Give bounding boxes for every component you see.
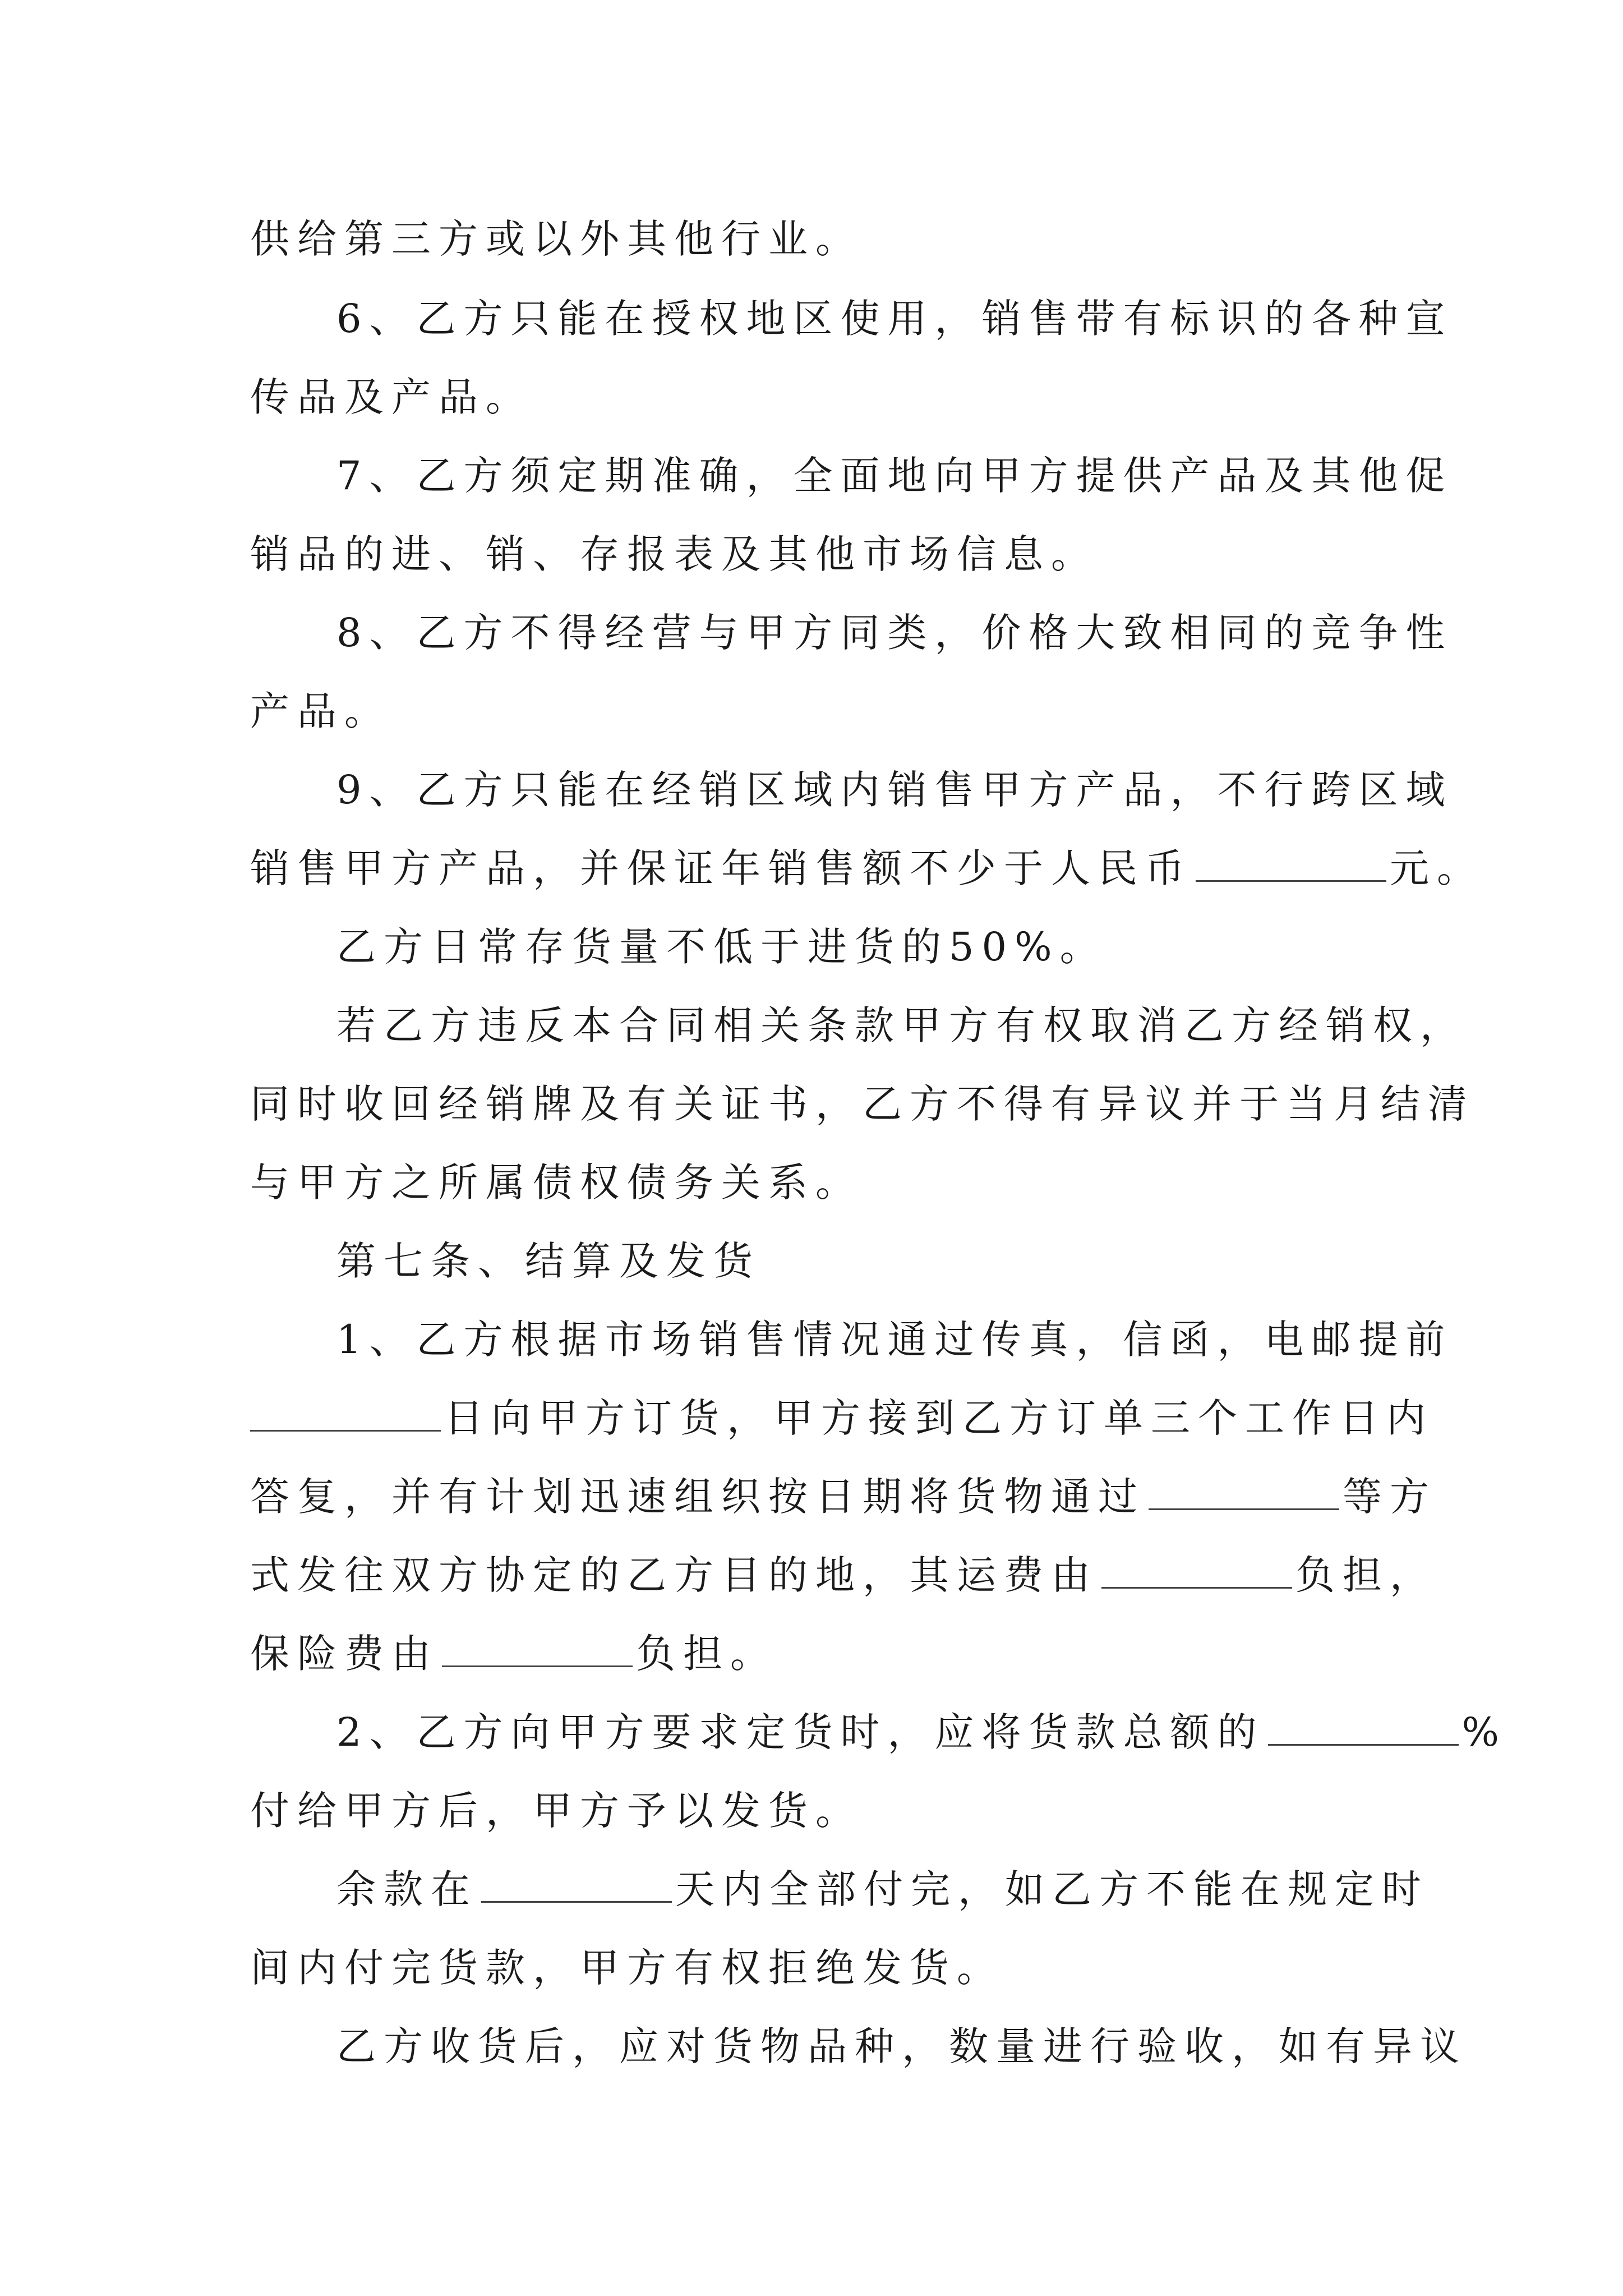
text-line <box>250 678 1400 745</box>
text-line <box>250 1384 1433 1452</box>
text-line <box>336 1699 1507 1766</box>
text-line <box>250 1934 1400 2001</box>
text-line <box>336 599 1486 666</box>
heading-text: 第七条、结算及发货 <box>336 1238 760 1284</box>
line-text: 与甲方之所属债权债务关系。 <box>250 1159 863 1205</box>
line-text: % <box>1461 1709 1507 1755</box>
line-text: 保险费由 <box>250 1631 439 1677</box>
text-line <box>250 1070 1475 1138</box>
line-text: 若乙方违反本合同相关条款甲方有权取消乙方经销权， <box>336 1002 1467 1048</box>
line-text: 1、乙方根据市场销售情况通过传真，信函，电邮提前 <box>336 1317 1453 1363</box>
text-line <box>250 1463 1437 1530</box>
line-text: 元。 <box>1390 845 1484 891</box>
line-text: 等方 <box>1343 1474 1437 1520</box>
line-text: 9、乙方只能在经销区域内销售甲方产品，不行跨区域 <box>336 767 1453 813</box>
fill-in-blank <box>481 1862 672 1903</box>
fill-in-blank <box>250 1391 441 1432</box>
text-line <box>336 992 1486 1059</box>
text-line <box>250 521 1400 588</box>
text-line <box>336 442 1486 509</box>
text-line <box>336 756 1486 823</box>
line-text: 传品及产品。 <box>250 374 533 420</box>
text-line <box>250 1542 1437 1609</box>
line-text: 天内全部付完，如乙方不能在规定时 <box>675 1866 1429 1912</box>
text-line <box>250 1777 1400 1844</box>
fill-in-blank <box>442 1626 633 1667</box>
line-text: 间内付完货款，甲方有权拒绝发货。 <box>250 1945 1004 1991</box>
line-text: 销品的进、销、存报表及其他市场信息。 <box>250 531 1098 577</box>
text-line <box>336 1306 1486 1373</box>
line-text: 日向甲方订货，甲方接到乙方订单三个工作日内 <box>444 1395 1433 1441</box>
line-text: 7、乙方须定期准确，全面地向甲方提供产品及其他促 <box>336 453 1453 499</box>
line-text: 乙方日常存货量不低于进货的50%。 <box>336 924 1107 970</box>
line-text: 6、乙方只能在授权地区使用，销售带有标识的各种宣 <box>336 296 1453 342</box>
text-line <box>250 1149 1400 1216</box>
line-text: 2、乙方向甲方要求定货时，应将货款总额的 <box>336 1709 1265 1755</box>
section-heading <box>336 1227 1486 1295</box>
text-line <box>336 1856 1486 1923</box>
fill-in-blank <box>1196 841 1386 882</box>
line-text: 付给甲方后，甲方予以发货。 <box>250 1788 863 1834</box>
fill-in-blank <box>1268 1705 1459 1746</box>
line-text: 8、乙方不得经营与甲方同类，价格大致相同的竞争性 <box>336 610 1453 656</box>
line-text: 式发往双方协定的乙方目的地，其运费由 <box>250 1552 1098 1598</box>
line-text: 供给第三方或以外其他行业。 <box>250 216 863 262</box>
text-line <box>250 835 1484 902</box>
fill-in-blank <box>1101 1548 1292 1589</box>
text-line <box>250 364 1400 431</box>
line-text: 产品。 <box>250 688 391 734</box>
text-line <box>250 1620 1400 1687</box>
line-text: 乙方收货后，应对货物品种，数量进行验收，如有异议 <box>336 2023 1467 2069</box>
text-line <box>336 913 1486 981</box>
line-text: 余款在 <box>336 1866 478 1912</box>
line-text: 负担。 <box>636 1631 777 1677</box>
text-line <box>336 2013 1486 2080</box>
text-line <box>336 285 1486 352</box>
line-text: 答复，并有计划迅速组织按日期将货物通过 <box>250 1474 1145 1520</box>
line-text: 同时收回经销牌及有关证书，乙方不得有异议并于当月结清 <box>250 1081 1475 1127</box>
fill-in-blank <box>1149 1469 1339 1510</box>
line-text: 负担， <box>1295 1552 1437 1598</box>
line-text: 销售甲方产品，并保证年销售额不少于人民币 <box>250 845 1192 891</box>
text-line <box>250 205 1400 273</box>
